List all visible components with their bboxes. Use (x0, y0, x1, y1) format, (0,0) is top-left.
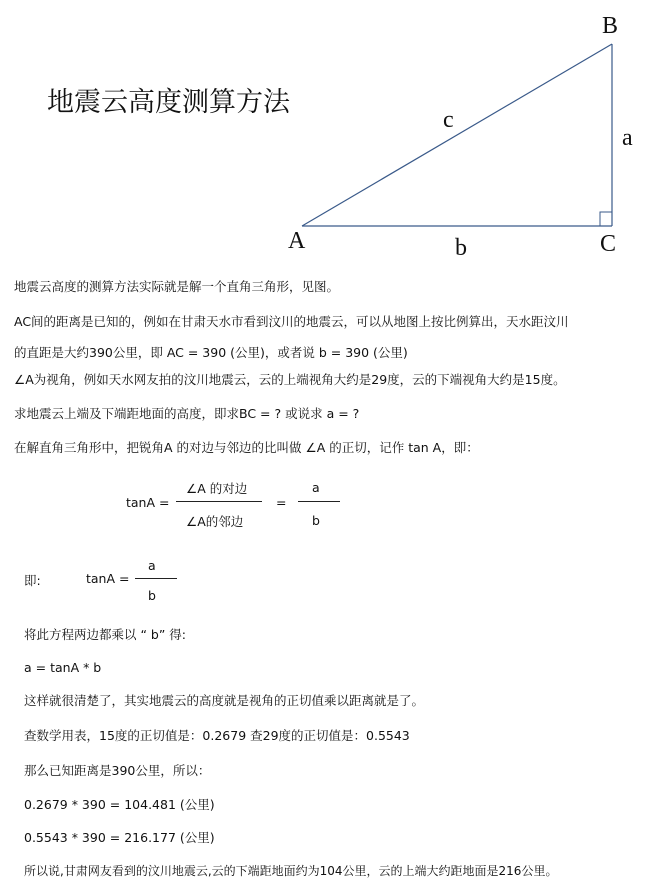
formula1-lhs: tanA = (126, 495, 170, 510)
right-triangle-diagram (0, 0, 649, 270)
right-angle-marker (600, 212, 612, 226)
step-calc-lower: 0.2679 * 390 = 104.481 (公里) (24, 797, 215, 812)
vertex-label-A: A (288, 228, 306, 254)
paragraph-distance-line1: AC间的距离是已知的，例如在甘肃天水市看到汶川的地震云，可以从地图上按比例算出，天水距汶川 (14, 314, 569, 329)
step-calc-upper: 0.5543 * 390 = 216.177 (公里) (24, 830, 215, 845)
side-c-hypotenuse (302, 44, 612, 226)
formula2-numerator-a: a (148, 558, 156, 573)
formula1-numerator-a: a (312, 480, 320, 495)
formula2-prefix: 即: (24, 573, 41, 588)
page-title: 地震云高度测算方法 (47, 87, 290, 118)
paragraph-distance-line2: 的直距是大约390公里，即 AC = 390 (公里)，或者说 b = 390 (公里) (14, 345, 408, 360)
step-multiply-both-sides: 将此方程两边都乘以 “ b” 得: (24, 627, 187, 642)
formula1-denominator-b: b (312, 513, 320, 528)
formula1-numerator-opposite: ∠A 的对边 (186, 481, 248, 496)
formula2-fraction-bar (135, 578, 177, 579)
formula2-denominator-b: b (148, 588, 156, 603)
side-label-b: b (455, 235, 467, 261)
step-equation-a: a = tanA * b (24, 660, 102, 675)
formula1-denominator-adjacent: ∠A的邻边 (186, 514, 244, 529)
paragraph-view-angle: ∠A为视角，例如天水网友拍的汶川地震云，云的上端视角大约是29度，云的下端视角大约是15度。 (14, 372, 566, 387)
paragraph-intro: 地震云高度的测算方法实际就是解一个直角三角形，见图。 (14, 279, 340, 294)
side-label-a: a (622, 125, 633, 151)
vertex-label-B: B (602, 13, 619, 39)
side-label-c: c (443, 107, 454, 133)
formula1-fraction-bar-2 (298, 501, 340, 502)
step-tangent-values: 查数学用表，15度的正切值是：0.2679 查29度的正切值是：0.5543 (24, 728, 410, 743)
step-final-conclusion: 所以说,甘肃网友看到的汶川地震云,云的下端距地面约为104公里，云的上端大约距地面是216公里。 (24, 864, 558, 878)
paragraph-question: 求地震云上端及下端距地面的高度，即求BC = ? 或说求 a = ? (14, 406, 360, 421)
formula2-lhs: tanA = (86, 571, 130, 586)
vertex-label-C: C (600, 231, 617, 257)
step-known-distance: 那么已知距离是390公里，所以： (24, 763, 211, 778)
paragraph-tangent-definition: 在解直角三角形中，把锐角A 的对边与邻边的比叫做 ∠A 的正切，记作 tan A，即： (14, 440, 479, 455)
formula1-fraction-bar-1 (176, 501, 262, 502)
step-conclusion-method: 这样就很清楚了，其实地震云的高度就是视角的正切值乘以距离就是了。 (24, 693, 425, 708)
formula1-equals: = (276, 495, 287, 510)
